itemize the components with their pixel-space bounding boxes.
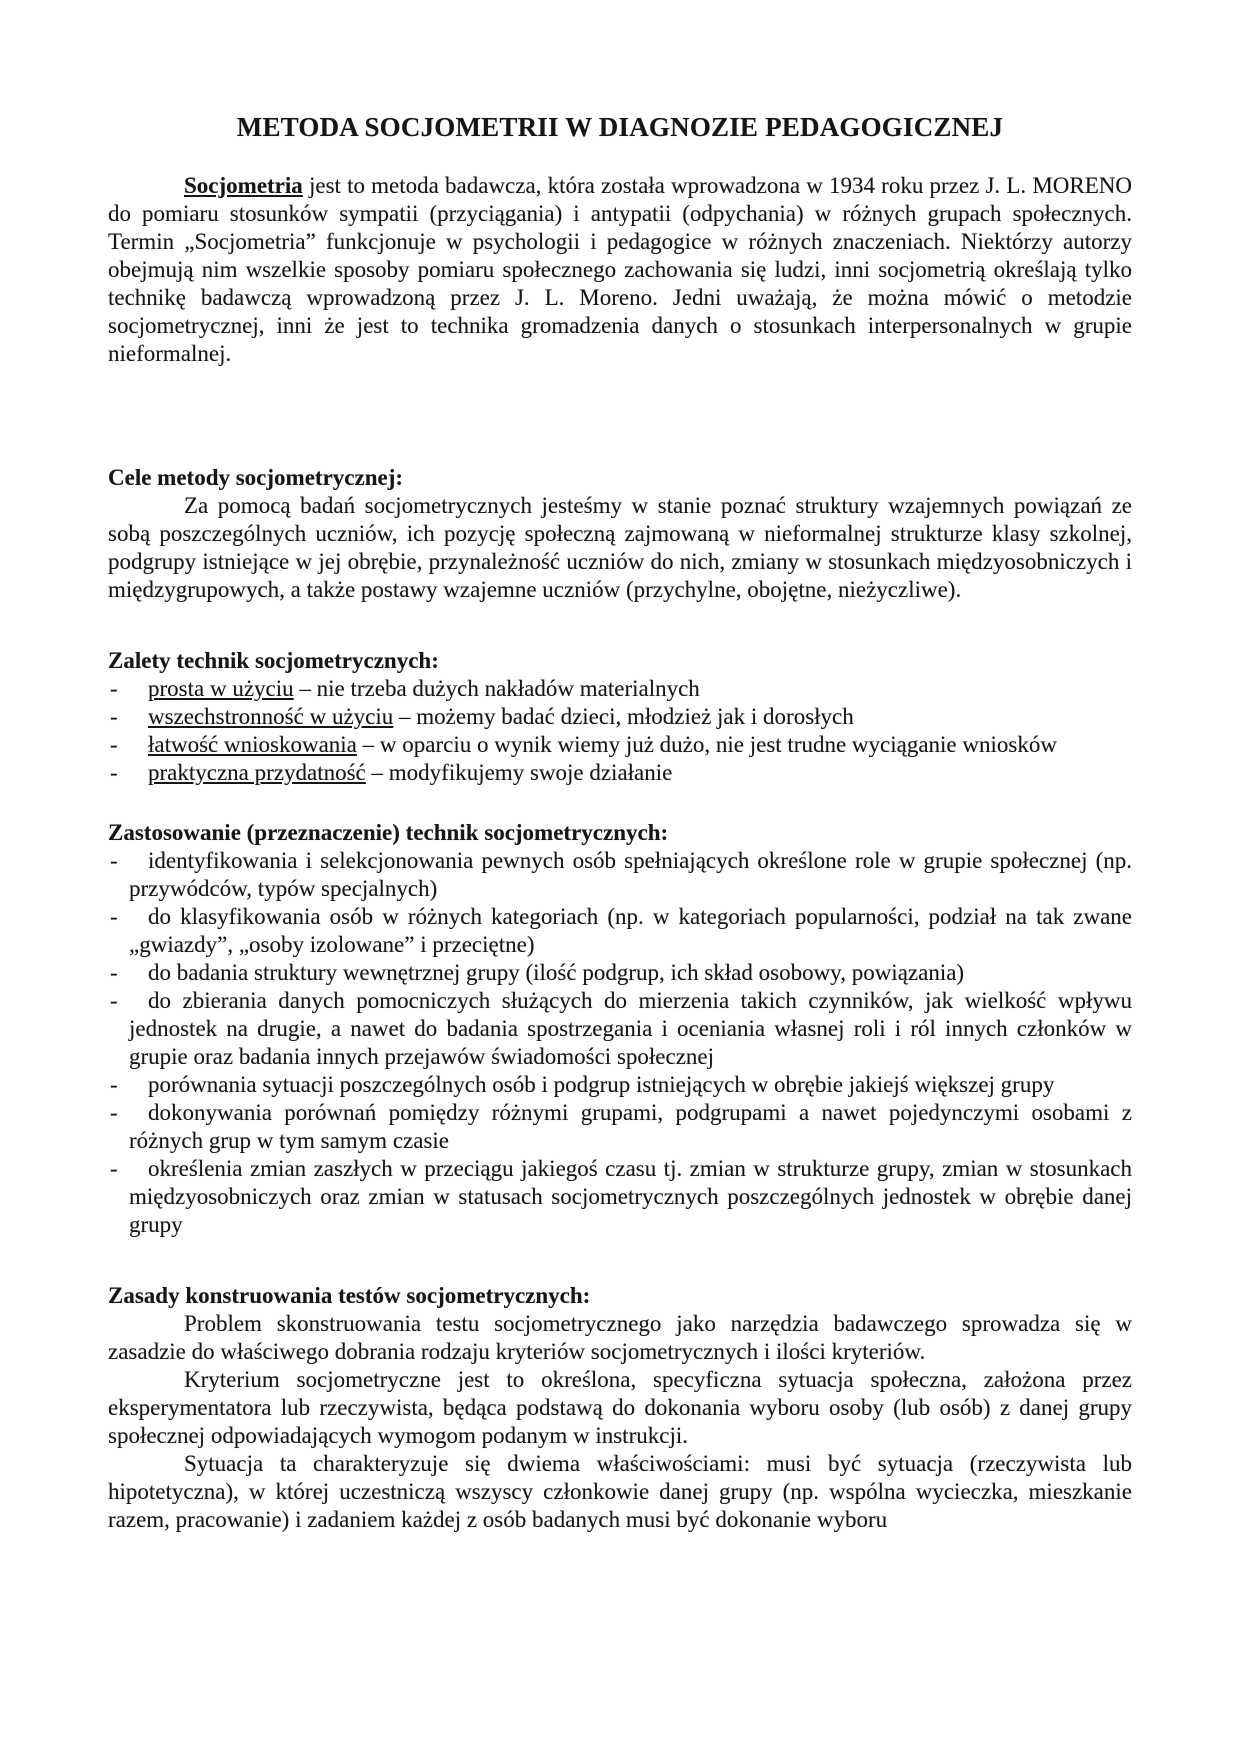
zalety-item-text: – modyfikujemy swoje działanie: [365, 760, 673, 785]
bullet-marker: -: [110, 1156, 118, 1181]
section-heading-zalety: Zalety technik socjometrycznych:: [108, 648, 439, 673]
list-item: [108, 847, 1132, 903]
list-item: [108, 987, 1132, 1071]
cele-paragraph: Za pomocą badań socjometrycznych jesteśmy w stanie poznać struktury wzajemnych powiązań ze sobą poszczególnych uczniów, ich pozycję społeczną zajmowaną w nieformalnej strukturze klasy szkolnej, podgrupy istniejące w jej obrębie, przynależność uczniów do nich, zmiany w stosunkach międzyosobniczych i międzygrupowych, a także postawy wzajemne uczniów (przychylne, obojętne, nieżyczliwe).: [108, 493, 1132, 602]
intro-paragraph: [108, 172, 1132, 368]
list-item: [108, 959, 1132, 987]
bullet-marker: -: [110, 732, 118, 757]
zalety-item-text: – możemy badać dzieci, młodzież jak i dorosłych: [393, 704, 854, 729]
list-item: [108, 1099, 1132, 1155]
zastosowanie-item-text: porównania sytuacji poszczególnych osób i podgrup istniejących w obrębie jakiejś większej grupy: [148, 1072, 1055, 1097]
zalety-term: łatwość wnioskowania: [148, 732, 357, 757]
bullet-marker: -: [110, 1072, 118, 1097]
zalety-list: [108, 675, 1132, 787]
section-heading-cele: Cele metody socjometrycznej:: [108, 465, 404, 490]
zastosowanie-item-text: do klasyfikowania osób w różnych kategoriach (np. w kategoriach popularności, podział na tak zwane „gwiazdy”, „osoby izolowane” i przeciętne): [129, 904, 1132, 957]
zalety-item-text: – nie trzeba dużych nakładów materialnych: [293, 676, 700, 701]
document-title: METODA SOCJOMETRII W DIAGNOZIE PEDAGOGICZNEJ: [236, 112, 1004, 142]
zalety-item-text: – w oparciu o wynik wiemy już dużo, nie jest trudne wyciąganie wniosków: [356, 732, 1057, 757]
list-item: [108, 731, 1132, 759]
zalety-term: praktyczna przydatność: [148, 760, 366, 785]
zastosowanie-list: [108, 847, 1132, 1239]
section-heading-zastosowanie: Zastosowanie (przeznaczenie) technik socjometrycznych:: [108, 820, 669, 845]
zasady-paragraph: Problem skonstruowania testu socjometrycznego jako narzędzia badawczego sprowadza się w zasadzie do właściwego dobrania rodzaju kryteriów socjometrycznych i ilości kryteriów.: [108, 1311, 1132, 1364]
list-item: [108, 1155, 1132, 1239]
list-item: [108, 703, 1132, 731]
list-item: [108, 759, 1132, 787]
bullet-marker: -: [110, 988, 118, 1013]
list-item: [108, 1071, 1132, 1099]
zasady-paragraph: Sytuacja ta charakteryzuje się dwiema właściwościami: musi być sytuacja (rzeczywista lub hipotetyczna), w której uczestniczą wszyscy członkowie danej grupy (np. wspólna wycieczka, mieszkanie razem, pracowanie) i zadaniem każdej z osób badanych musi być dokonanie wyboru: [108, 1451, 1132, 1532]
zalety-term: prosta w użyciu: [148, 676, 294, 701]
bullet-marker: -: [110, 760, 118, 785]
intro-lead-term: Socjometria: [184, 173, 303, 198]
zalety-term: wszechstronność w użyciu: [148, 704, 394, 729]
bullet-marker: -: [110, 960, 118, 985]
zastosowanie-item-text: dokonywania porównań pomiędzy różnymi grupami, podgrupami a nawet pojedynczymi osobami z różnych grup w tym samym czasie: [129, 1100, 1132, 1153]
bullet-marker: -: [110, 704, 118, 729]
list-item: [108, 675, 1132, 703]
zastosowanie-item-text: określenia zmian zaszłych w przeciągu jakiegoś czasu tj. zmian w strukturze grupy, zmian w stosunkach międzyosobniczych oraz zmian w statusach socjometrycznych poszczególnych jednostek w obrębie danej grupy: [129, 1156, 1132, 1237]
zastosowanie-item-text: identyfikowania i selekcjonowania pewnych osób spełniających określone role w grupie społecznej (np. przywódców, typów specjalnych): [129, 848, 1132, 901]
bullet-marker: -: [110, 676, 118, 701]
list-item: [108, 903, 1132, 959]
intro-paragraph-text: jest to metoda badawcza, która została wprowadzona w 1934 roku przez J. L. MORENO do pomiaru stosunków sympatii (przyciągania) i antypatii (odpychania) w różnych grupach społecznych. Termin „Socjometria” funkcjonuje w psychologii i pedagogice w różnych znaczeniach. Niektórzy autorzy obejmują nim wszelkie sposoby pomiaru społecznego zachowania się ludzi, inni socjometrią określają tylko technikę badawczą wprowadzoną przez J. L. Moreno. Jedni uważają, że można mówić o metodzie socjometrycznej, inni że jest to technika gromadzenia danych o stosunkach interpersonalnych w grupie nieformalnej.: [108, 173, 1132, 366]
section-heading-zasady: Zasady konstruowania testów socjometrycznych:: [108, 1283, 591, 1308]
bullet-marker: -: [110, 1100, 118, 1125]
bullet-marker: -: [110, 848, 118, 873]
zasady-paragraph: Kryterium socjometryczne jest to określona, specyficzna sytuacja społeczna, założona przez eksperymentatora lub rzeczywista, będąca podstawą do dokonania wyboru osoby (lub osób) z danej grupy społecznej odpowiadających wymogom podanym w instrukcji.: [108, 1367, 1132, 1448]
zastosowanie-item-text: do badania struktury wewnętrznej grupy (ilość podgrup, ich skład osobowy, powiązania): [148, 960, 965, 985]
bullet-marker: -: [110, 904, 118, 929]
zastosowanie-item-text: do zbierania danych pomocniczych służących do mierzenia takich czynników, jak wielkość wpływu jednostek na drugie, a nawet do badania spostrzegania i oceniania własnej roli i ról innych członków w grupie oraz badania innych przejawów świadomości społecznej: [129, 988, 1132, 1069]
